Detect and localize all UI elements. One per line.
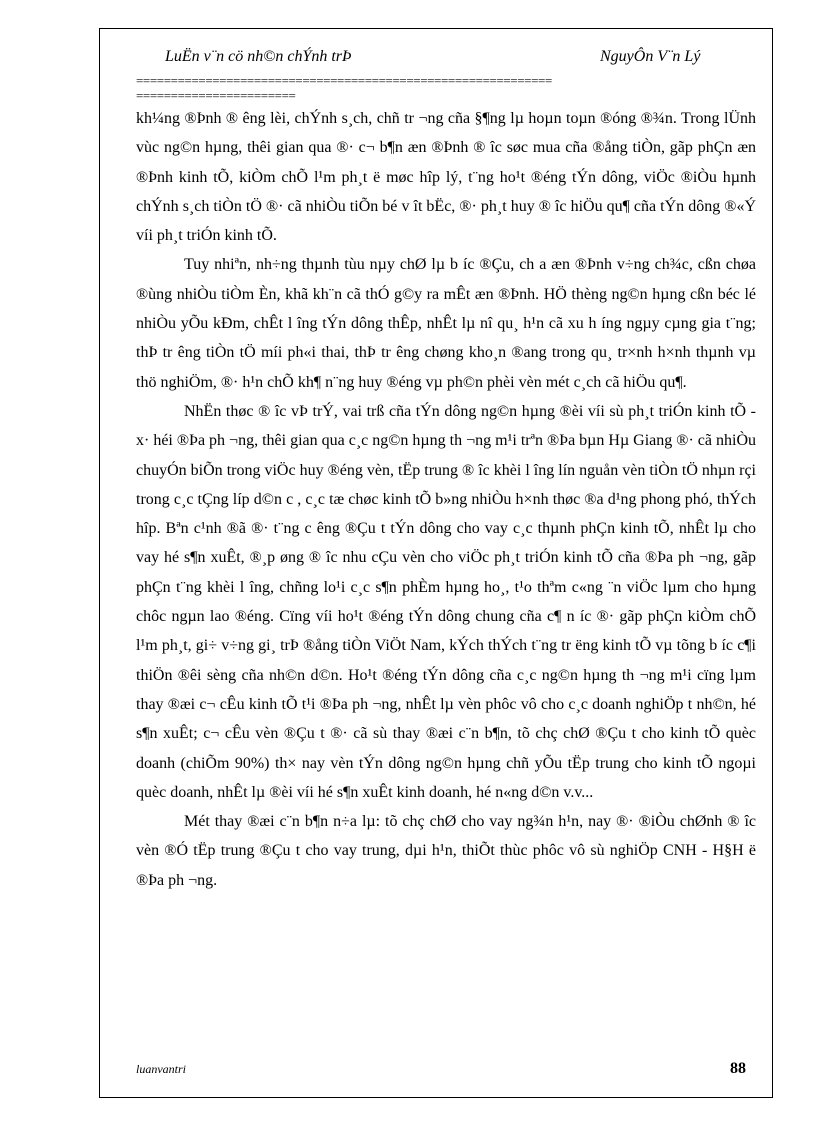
paragraph-3: NhËn thøc ® îc vÞ trÝ, vai trß cña tÝn dông ng©n hµng ®èi víi sù ph¸t triÓn kinh tÕ - x· héi ®Þa ph ¬ng, thêi gian qua c¸c ng©n hµng th ¬ng m¹i trªn ®Þa bµn Hµ Giang ®· cã nhiÒu chuyÓn biÕn trong viÖc huy ®éng vèn, tËp trung ® îc khèi l îng lín nguån vèn tiÒn tÖ nhµn rçi trong c¸c tÇng líp d©n c , c¸c tæ chøc kinh tÕ b»ng nhiÒu h×nh thøc ®a d¹ng phong phó, thÝch hîp. Bªn c¹nh ®ã ®· t¨ng c êng ®Çu t tÝn dông cho vay c¸c thµnh phÇn kinh tÕ, nhÊt lµ cho vay hé s¶n xuÊt, ®¸p øng ® îc nhu cÇu vèn cho viÖc ph¸t triÓn kinh tÕ cña ®Þa ph ¬ng, gãp phÇn t¨ng khèi l îng, chñng lo¹i c¸c s¶n phÈm hµng ho¸, t¹o thªm c«ng ¨n viÖc lµm cho hµng chôc ngµn lao ®éng. Cïng víi ho¹t ®éng tÝn dông chung cña c¶ n íc ®· gãp phÇn kiÒm chÕ l¹m ph¸t, gi÷ v÷ng gi¸ trÞ ®ång tiÒn ViÖt Nam, kÝch thÝch t¨ng tr ëng kinh tÕ vµ tõng b íc c¶i thiÖn ®êi sèng cña nh©n d©n. Ho¹t ®éng tÝn dông cña c¸c ng©n hµng th ¬ng m¹i cïng lµm thay ®æi c¬ cÊu kinh tÕ t¹i ®Þa ph ¬ng, nhÊt lµ vèn phôc vô cho c¸c doanh nghiÖp t nh©n, hé s¶n xuÊt; c¬ cÊu vèn ®Çu t ®· cã sù thay ®æi c¨n b¶n, tõ chç chØ ®Çu t cho kinh tÕ quèc doanh (chiÕm 90%) th× nay vèn tÝn dông ng©n hµng chñ yÕu tËp trung cho kinh tÕ ngoµi quèc doanh, nhÊt lµ ®èi víi hé s¶n xuÊt kinh doanh, hé n«ng d©n v.v... bbox=[136, 402, 756, 801]
header-title: LuËn v¨n cö nh©n chÝnh trÞ bbox=[165, 48, 352, 65]
footer-source: luanvantri bbox=[136, 1062, 186, 1076]
paragraph-2: Tuy nhiªn, nh÷ng thµnh tùu nµy chØ lµ b íc ®Çu, ch a æn ®Þnh v÷ng ch¾c, cßn chøa ®ùng nhiÒu tiÒm Èn, khã kh¨n cã thÓ g©y ra mÊt æn ®Þnh. HÖ thèng ng©n hµng cßn béc lé nhiÒu yÕu kÐm, chÊt l îng tÝn dông thÊp, nhÊt lµ nî qu¸ h¹n cã xu h íng ngµy cµng gia t¨ng; thÞ tr êng tiÒn tÖ míi ph«i thai, thÞ tr êng chøng kho¸n ®ang trong qu¸ tr×nh h×nh thµnh vµ thö nghiÖm, ®· h¹n chÕ kh¶ n¨ng huy ®éng vµ ph©n phèi vèn mét c¸ch cã hiÖu qu¶. bbox=[136, 256, 756, 391]
body-text bbox=[136, 104, 756, 895]
header-author: NguyÔn V¨n Lý bbox=[600, 48, 701, 65]
header-rule-line-1: ============================================================ bbox=[136, 74, 552, 87]
page-number: 88 bbox=[730, 1060, 746, 1077]
paragraph-4: Mét thay ®æi c¨n b¶n n÷a lµ: tõ chç chØ cho vay ng¾n h¹n, nay ®· ®iÒu chØnh ® îc vèn ®Ó tËp trung ®Çu t cho vay trung, dµi h¹n, thiÕt thùc phôc vô sù nghiÖp CNH - H§H ë ®Þa ph ¬ng. bbox=[136, 813, 756, 889]
header-rule-line-2: ======================= bbox=[136, 89, 296, 102]
paragraph-1: kh¼ng ®Þnh ® êng lèi, chÝnh s¸ch, chñ tr ¬ng cña §¶ng lµ hoµn toµn ®óng ®¾n. Trong lÜnh vùc ng©n hµng, thêi gian qua ®· c¬ b¶n æn ®Þnh ® îc søc mua cña ®ång tiÒn, gãp phÇn æn ®Þnh kinh tÕ, kiÒm chÕ l¹m ph¸t ë møc hîp lý, t¨ng ho¹t ®éng tÝn dông, viÖc ®iÒu hµnh chÝnh s¸ch tiÒn tÖ ®· cã nhiÒu tiÕn bé v ît bËc, ®· ph¸t huy ® îc hiÖu qu¶ cña tÝn dông ®«Ý víi ph¸t triÓn kinh tÕ. bbox=[136, 110, 756, 245]
